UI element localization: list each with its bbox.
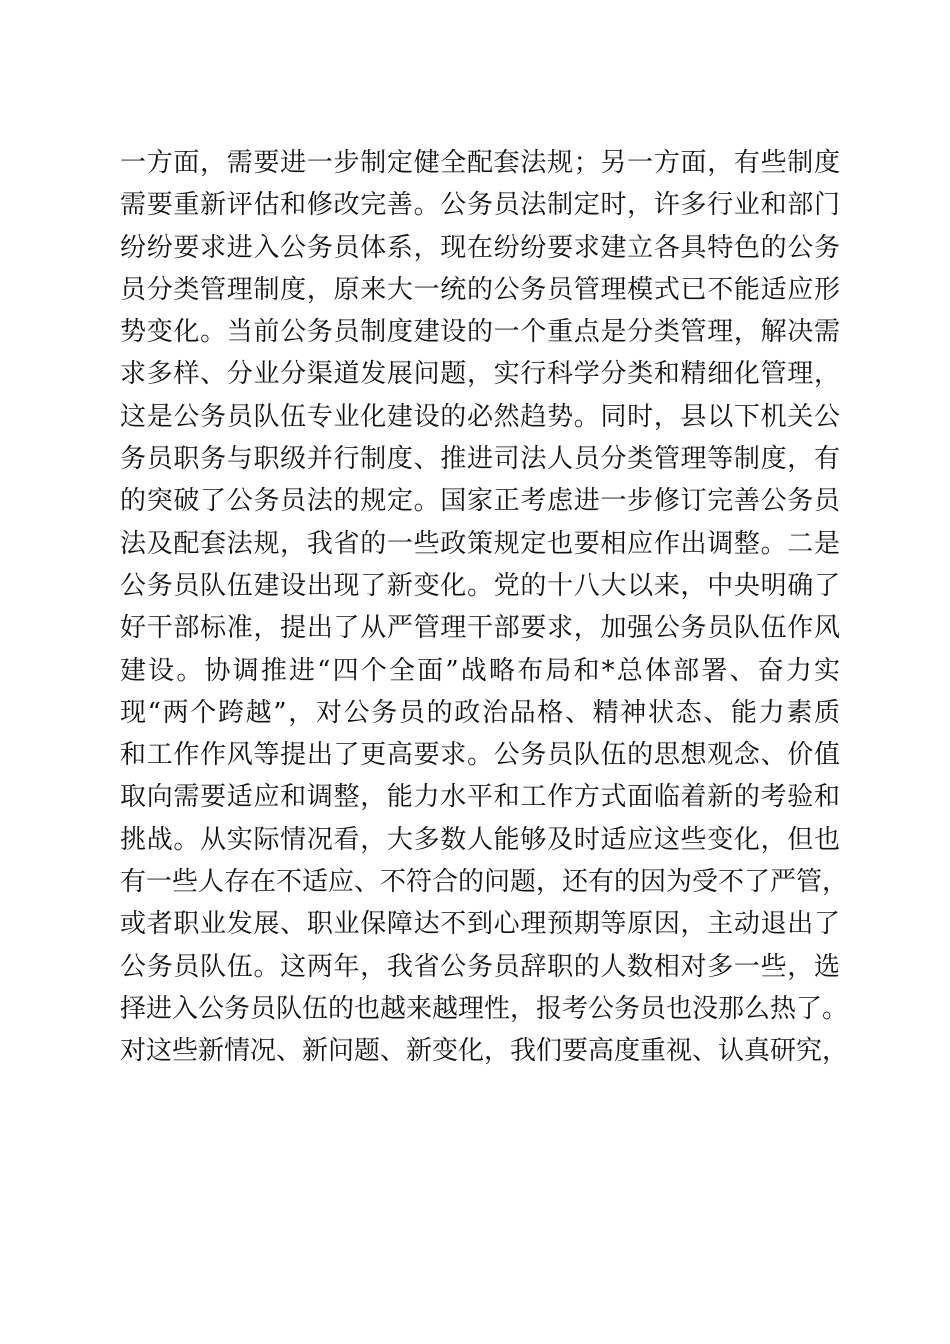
text-line: 和工作作风等提出了更高要求。公务员队伍的思想观念、价值 <box>120 740 840 771</box>
text-line: 求多样、分业分渠道发展问题，实行科学分类和精细化管理， <box>120 359 840 390</box>
text-line: 的突破了公务员法的规定。国家正考虑进一步修订完善公务员 <box>120 486 840 517</box>
text-line: 纷纷要求进入公务员体系，现在纷纷要求建立各具特色的公务 <box>120 232 840 263</box>
text-line: 法及配套法规，我省的一些政策规定也要相应作出调整。二是 <box>120 528 840 559</box>
text-line: 务员职务与职级并行制度、推进司法人员分类管理等制度，有 <box>120 444 840 475</box>
text-line: 挑战。从实际情况看，大多数人能够及时适应这些变化，但也 <box>120 824 840 855</box>
text-line: 建设。协调推进“四个全面”战略布局和*总体部署、奋力实 <box>120 655 840 686</box>
text-line: 或者职业发展、职业保障达不到心理预期等原因，主动退出了 <box>120 909 840 940</box>
text-line: 公务员队伍。这两年，我省公务员辞职的人数相对多一些，选 <box>120 951 840 982</box>
text-line: 势变化。当前公务员制度建设的一个重点是分类管理，解决需 <box>120 317 840 348</box>
text-line: 有一些人存在不适应、不符合的问题，还有的因为受不了严管， <box>120 867 849 898</box>
text-line: 择进入公务员队伍的也越来越理性，报考公务员也没那么热了。 <box>120 993 849 1024</box>
text-line: 这是公务员队伍专业化建设的必然趋势。同时，县以下机关公 <box>120 401 840 432</box>
text-line: 需要重新评估和修改完善。公务员法制定时，许多行业和部门 <box>120 190 840 221</box>
text-line: 员分类管理制度，原来大一统的公务员管理模式已不能适应形 <box>120 274 840 305</box>
text-line: 取向需要适应和调整，能力水平和工作方式面临着新的考验和 <box>120 782 840 813</box>
text-line: 公务员队伍建设出现了新变化。党的十八大以来，中央明确了 <box>120 570 840 601</box>
text-line: 一方面，需要进一步制定健全配套法规；另一方面，有些制度 <box>120 148 840 178</box>
text-line: 好干部标准，提出了从严管理干部要求，加强公务员队伍作风 <box>120 613 840 644</box>
text-line: 对这些新情况、新问题、新变化，我们要高度重视、认真研究， <box>120 1036 849 1067</box>
body-text <box>120 142 849 1073</box>
text-line: 现“两个跨越”，对公务员的政治品格、精神状态、能力素质 <box>120 697 840 728</box>
